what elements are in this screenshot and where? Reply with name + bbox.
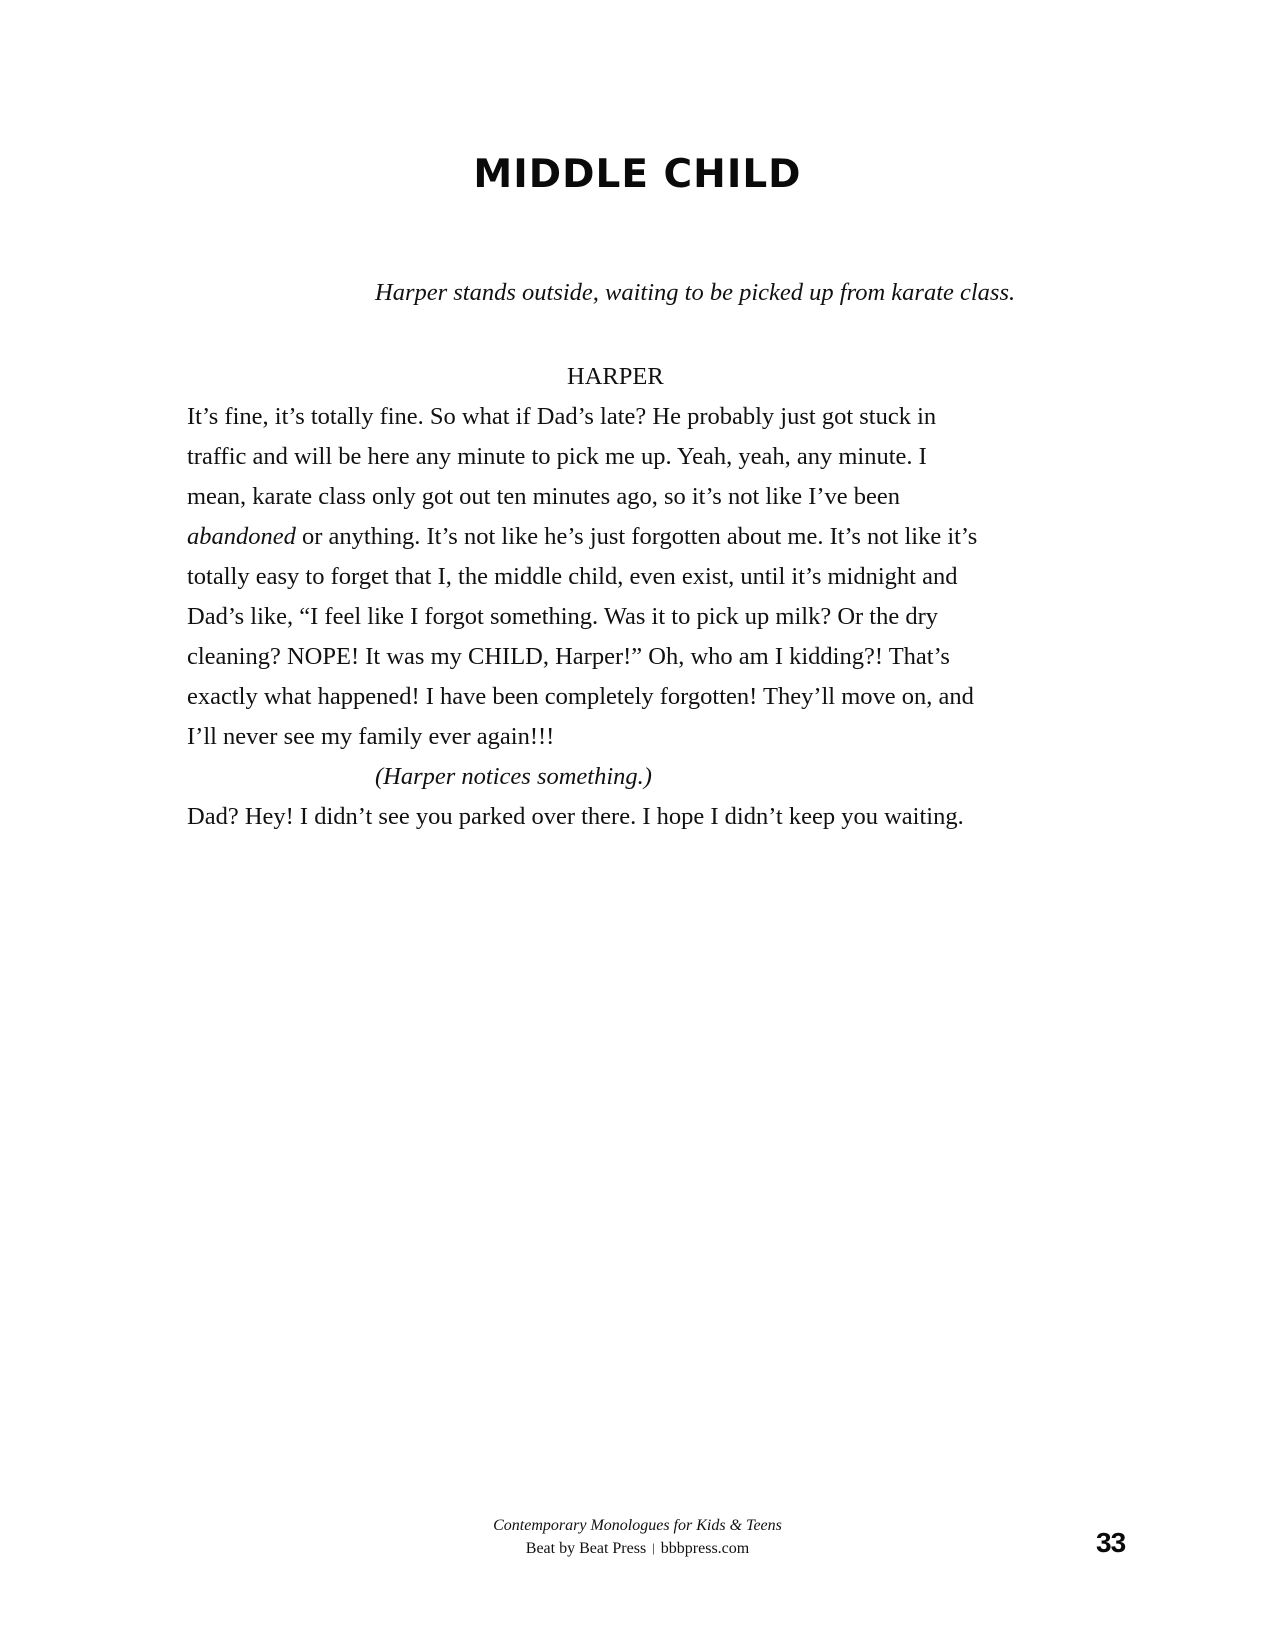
stage-direction-aside: (Harper notices something.) <box>375 763 652 790</box>
monologue-title <box>0 151 1275 199</box>
monologue-line: mean, karate class only got out ten minutes ago, so it’s not like I’ve been <box>187 483 901 510</box>
monologue-line <box>187 517 1087 557</box>
stage-direction-intro: Harper stands outside, waiting to be picked up from karate class. <box>375 279 1016 306</box>
footer-book-title: Contemporary Monologues for Kids & Teens <box>493 1517 782 1534</box>
monologue-line: traffic and will be here any minute to pick me up. Yeah, yeah, any minute. I <box>187 443 927 470</box>
monologue-line: Dad’s like, “I feel like I forgot something. Was it to pick up milk? Or the dry <box>187 603 939 630</box>
monologue-line: exactly what happened! I have been completely forgotten! They’ll move on, and <box>187 683 974 710</box>
footer-separator: | <box>652 1540 655 1555</box>
monologue-line: totally easy to forget that I, the middle child, even exist, until it’s midnight and <box>187 563 958 590</box>
footer-publisher: Beat by Beat Press <box>525 1540 647 1557</box>
monologue-line: cleaning? NOPE! It was my CHILD, Harper!” Oh, who am I kidding?! That’s <box>187 643 950 670</box>
footer-website: bbbpress.com <box>660 1540 750 1557</box>
monologue-line: It’s fine, it’s totally fine. So what if Dad’s late? He probably just got stuck in <box>187 403 937 430</box>
page-number: 33 <box>1096 1527 1126 1558</box>
monologue-title-text: MIDDLE CHILD <box>473 152 802 197</box>
emphasized-word: abandoned <box>187 523 296 550</box>
monologue-line: I’ll never see my family ever again!!! <box>187 723 555 750</box>
closing-line: Dad? Hey! I didn’t see you parked over there. I hope I didn’t keep you waiting. <box>187 803 964 830</box>
character-name: HARPER <box>567 363 664 390</box>
monologue-body <box>187 397 1087 837</box>
monologue-line-text: or anything. It’s not like he’s just forgotten about me. It’s not like it’s <box>295 523 978 550</box>
page-footer <box>0 1514 1275 1560</box>
footer-publisher-line <box>0 1537 1275 1560</box>
